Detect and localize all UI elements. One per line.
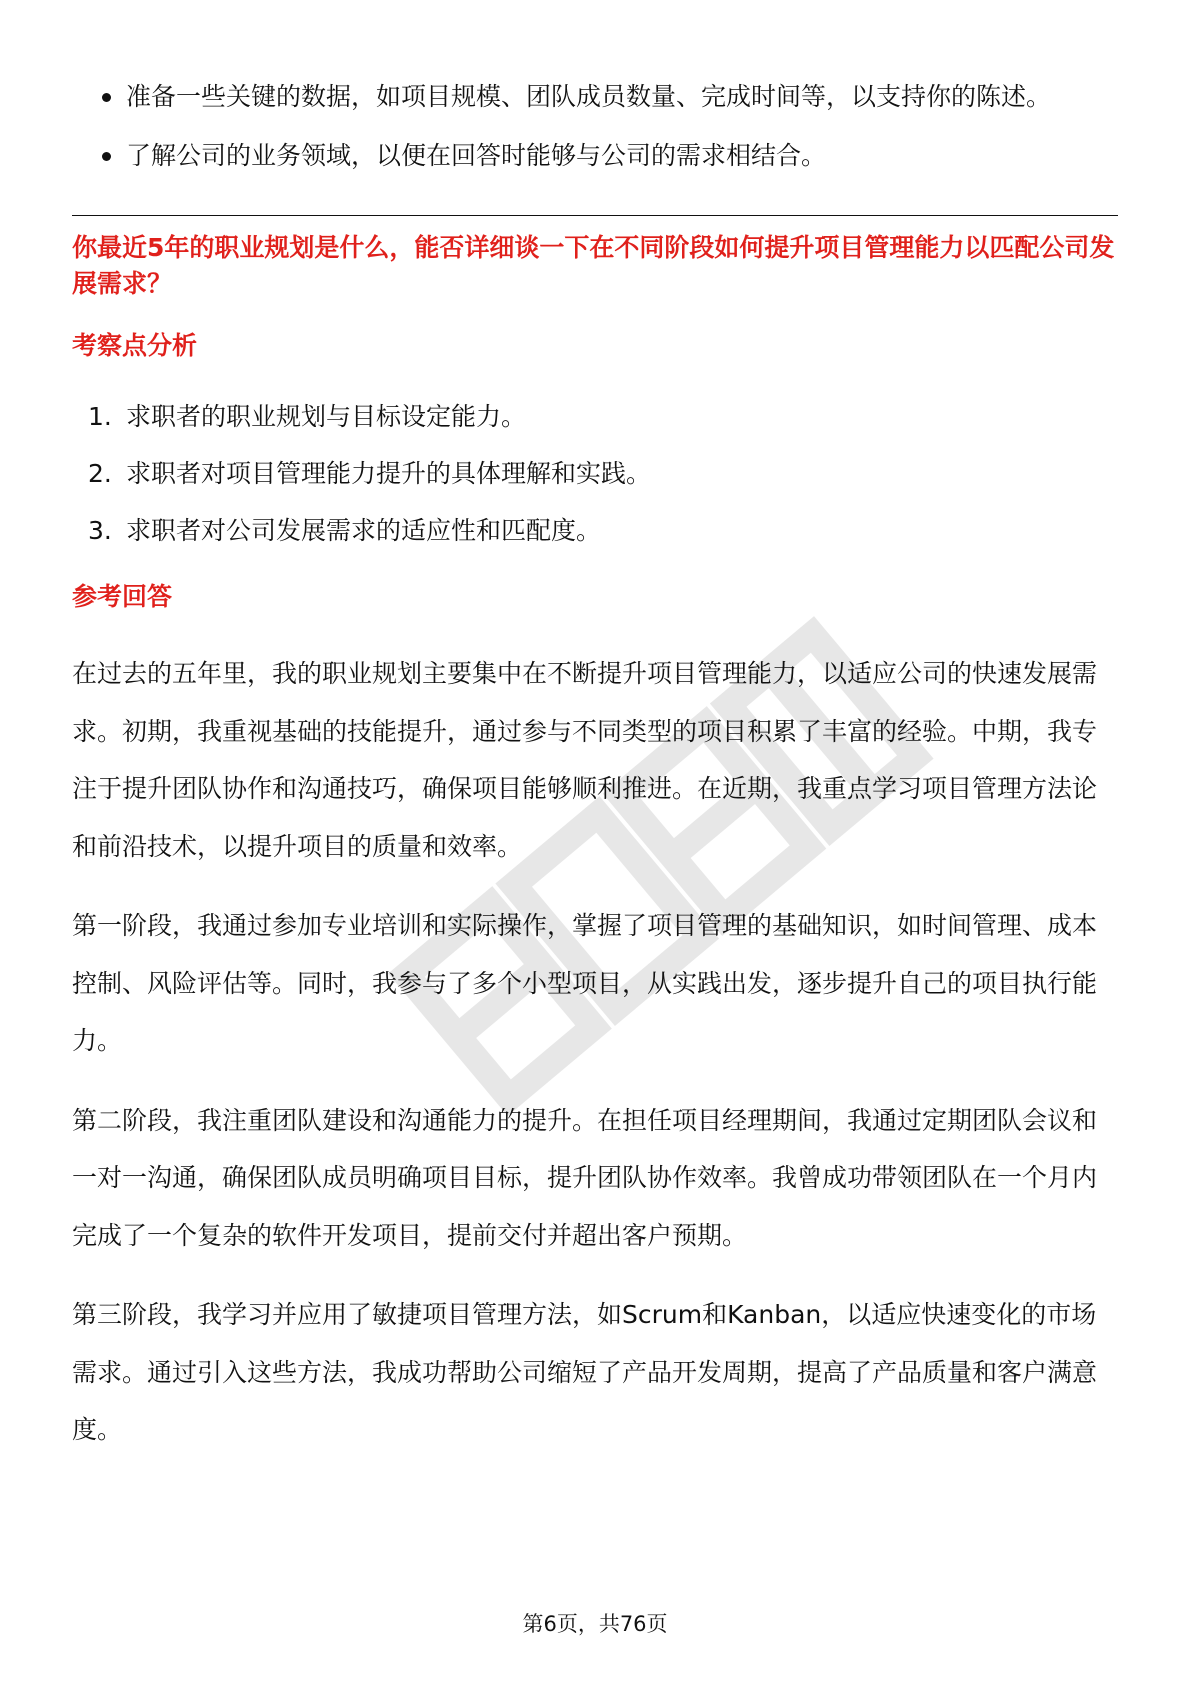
list-item [72,68,1118,125]
list-item-text: 求职者对公司发展需求的适应性和匹配度。 [126,516,602,545]
answer-paragraph: 在过去的五年里，我的职业规划主要集中在不断提升项目管理能力，以适应公司的快速发展需求。初期，我重视基础的技能提升，通过参与不同类型的项目积累了丰富的经验。中期，我专注于提升团队协作和沟通技巧，确保项目能够顺利推进。在近期，我重点学习项目管理方法论和前沿技术，以提升项目的质量和效率。 [72,659,1098,861]
list-number: 2. [88,459,112,488]
intro-bullet-list [72,68,1118,184]
answer-paragraph: 第二阶段，我注重团队建设和沟通能力的提升。在担任项目经理期间，我通过定期团队会议和一对一沟通，确保团队成员明确项目目标，提升团队协作效率。我曾成功带领团队在一个月内完成了一个复杂的软件开发项目，提前交付并超出客户预期。 [72,1105,1098,1250]
answer-heading: 参考回答 [72,582,173,611]
page-footer: 第6页，共76页 [522,1612,668,1636]
list-item-text: 求职者对项目管理能力提升的具体理解和实践。 [126,459,652,488]
analysis-heading: 考察点分析 [72,331,198,360]
analysis-list [72,388,1118,559]
section-divider [72,215,1118,216]
document-page [72,68,1118,1481]
list-item [72,388,1118,445]
bullet-icon [102,152,111,161]
interview-question: 你最近5年的职业规划是什么，能否详细谈一下在不同阶段如何提升项目管理能力以匹配公司发展需求？ [72,233,1115,298]
list-item [72,127,1118,184]
list-number: 1. [88,402,112,431]
list-item-text: 了解公司的业务领域，以便在回答时能够与公司的需求相结合。 [126,141,827,170]
list-item [72,502,1118,559]
list-number: 3. [88,516,112,545]
bullet-icon [102,93,111,102]
list-item [72,445,1118,502]
answer-paragraph: 第一阶段，我通过参加专业培训和实际操作，掌握了项目管理的基础知识，如时间管理、成本控制、风险评估等。同时，我参与了多个小型项目，从实践出发，逐步提升自己的项目执行能力。 [72,911,1098,1055]
answer-paragraph: 第三阶段，我学习并应用了敏捷项目管理方法，如Scrum和Kanban，以适应快速变化的市场需求。通过引入这些方法，我成功帮助公司缩短了产品开发周期，提高了产品质量和客户满意度。 [72,1300,1098,1444]
list-item-text: 求职者的职业规划与目标设定能力。 [126,402,527,431]
list-item-text: 准备一些关键的数据，如项目规模、团队成员数量、完成时间等，以支持你的陈述。 [126,82,1052,111]
